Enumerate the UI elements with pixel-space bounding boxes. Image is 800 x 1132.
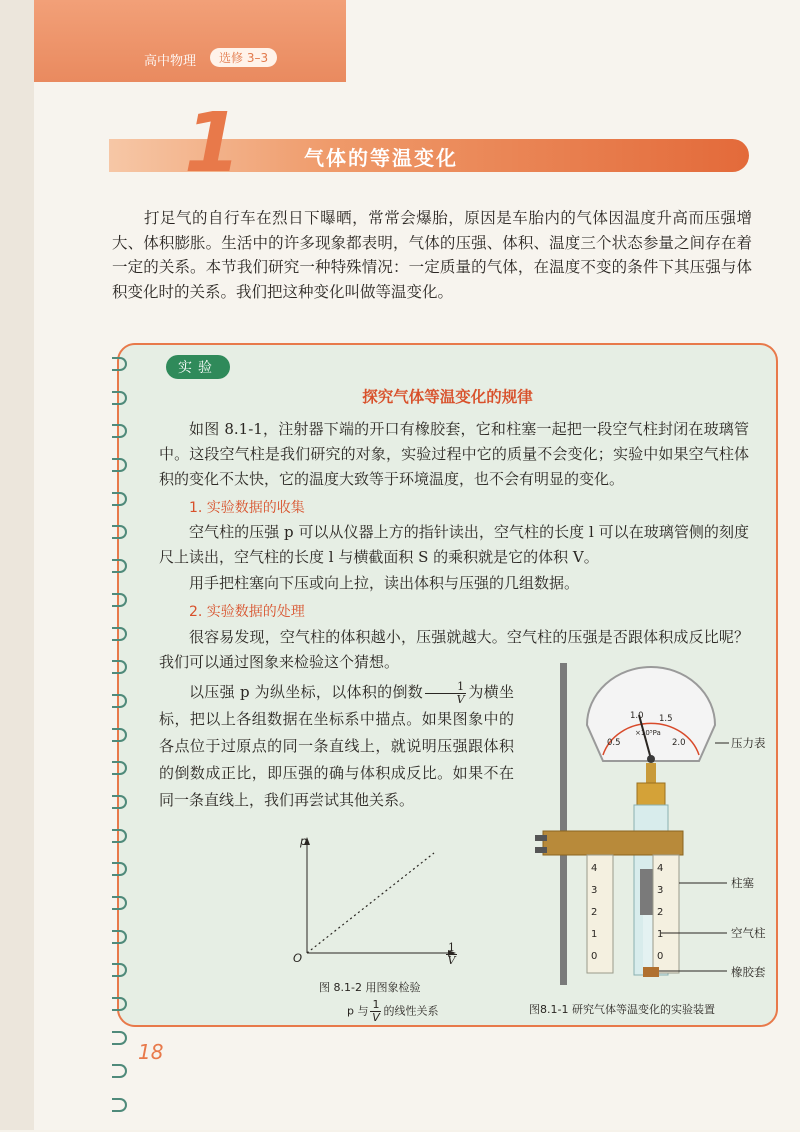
gauge-tick-1-5: 1.5: [659, 714, 673, 724]
caption-fraction: [370, 999, 381, 1024]
experiment-para-1: 如图 8.1-1，注射器下端的开口有橡胶套，它和柱塞一起把一段空气柱封闭在玻璃管中。这段空气柱是我们研究的对象，实验过程中它的质量不会变化；实验中如果空气柱体积的变化不太快，它的温度大致等于环境温度，也不会有明显的变化。: [159, 420, 749, 488]
section-title: 气体的等温变化: [304, 146, 458, 170]
graph-caption-line-1: 图 8.1-2 用图象检验: [319, 981, 421, 994]
binder-ring: [112, 1098, 127, 1112]
experiment-para-2: 空气柱的压强 p 可以从仪器上方的指针读出，空气柱的长度 l 可以在玻璃管侧的刻度尺上读出，空气柱的长度 l 与横截面积 S 的乘积就是它的体积 V。: [159, 523, 749, 566]
binder-ring: [112, 963, 127, 977]
binder-ring: [112, 829, 127, 843]
binder-ring: [112, 357, 127, 371]
proportional-line: [307, 853, 434, 953]
experiment-para-5: [159, 679, 514, 814]
page-header: [34, 0, 346, 82]
p-vs-inverse-v-graph: [274, 833, 464, 973]
page-number: 18: [138, 1040, 164, 1064]
graph-y-label: p: [300, 834, 308, 848]
binder-ring: [112, 492, 127, 506]
binder-rings: [112, 357, 132, 1132]
para5-text-a: 以压强 p 为纵坐标，以体积的倒数: [189, 683, 424, 701]
binder-ring: [112, 593, 127, 607]
binder-ring: [112, 728, 127, 742]
rubber-cap: [643, 967, 659, 977]
label-rubber-cap: 橡胶套: [731, 965, 766, 979]
label-air-column: 空气柱: [731, 926, 766, 940]
valve-block: [637, 783, 665, 805]
gauge-tick-0-5: 0.5: [607, 738, 621, 748]
x-label-numerator: 1: [448, 941, 455, 954]
caption-frac-den: V: [372, 1011, 380, 1024]
left-scale-tick: 4: [591, 863, 598, 874]
subheading-data-processing: 2. 实验数据的处理: [189, 604, 305, 620]
fraction-numerator: 1: [425, 681, 466, 694]
apparatus-caption: 图8.1-1 研究气体等温变化的实验装置: [529, 1003, 715, 1016]
binder-ring: [112, 1064, 127, 1078]
binder-ring: [112, 1031, 127, 1045]
clamp-screw-top: [535, 835, 547, 841]
clamp-screw-bottom: [535, 847, 547, 853]
label-pressure-gauge: 压力表: [731, 736, 766, 750]
course-title: 高中物理: [144, 54, 197, 69]
right-scale-tick: 3: [657, 885, 664, 896]
gauge-pivot: [647, 755, 655, 763]
experiment-apparatus: [529, 663, 769, 993]
module-badge: 选修 3–3: [210, 48, 277, 67]
clamp: [543, 831, 683, 855]
right-scale-tick: 4: [657, 863, 664, 874]
binder-ring: [112, 559, 127, 573]
textbook-page: [34, 0, 800, 1130]
binder-ring: [112, 424, 127, 438]
binder-ring: [112, 761, 127, 775]
graph-x-label: [446, 942, 457, 967]
experiment-para-3: 用手把柱塞向下压或向上拉，读出体积与压强的几组数据。: [189, 574, 580, 592]
right-scale-tick: 1: [657, 929, 664, 940]
experiment-para-4: 很容易发现，空气柱的体积越小，压强就越大。空气柱的压强是否跟体积成反比呢？我们可以通过图象来检验这个猜想。: [159, 628, 749, 671]
left-scale-tick: 3: [591, 885, 598, 896]
binder-ring: [112, 896, 127, 910]
gauge-unit: ×10⁵Pa: [635, 729, 661, 737]
inverse-volume-fraction: [425, 681, 466, 706]
x-label-denominator: V: [447, 954, 456, 967]
caption-text-b: 的线性关系: [383, 1004, 439, 1018]
binder-ring: [112, 930, 127, 944]
caption-text-a: p 与: [347, 1004, 369, 1018]
experiment-box: [117, 343, 778, 1027]
intro-paragraph: 打足气的自行车在烈日下曝晒，常常会爆胎，原因是车胎内的气体因温度升高而压强增大、体积膨胀。生活中的许多现象都表明，气体的压强、体积、温度三个状态参量之间存在着一定的关系。本节我们研究一种特殊情况：一定质量的气体，在温度不变的条件下其压强与体积变化时的关系。我们把这种变化叫做等温变化。: [112, 209, 752, 301]
label-piston: 柱塞: [731, 876, 754, 890]
binder-ring: [112, 997, 127, 1011]
left-scale-tick: 1: [591, 929, 598, 940]
binder-ring: [112, 627, 127, 641]
experiment-badge: 实验: [166, 355, 230, 379]
graph-caption-line-2: [347, 999, 438, 1024]
para5-text-b: 为横坐标，把以上各组数据在坐标系中描点。如果图象中的各点位于过原点的同一条直线上，就说明压强跟体积的倒数成正比，即压强的确与体积成反比。如果不在同一条直线上，我们再尝试其他关系。: [159, 683, 514, 809]
gauge-tick-1-0: 1.0: [630, 711, 644, 721]
binder-ring: [112, 862, 127, 876]
page-margin: [0, 0, 34, 1130]
binder-ring: [112, 660, 127, 674]
caption-frac-num: 1: [372, 998, 380, 1011]
gauge-stem: [646, 763, 656, 783]
section-number: 1: [184, 96, 240, 191]
fraction-denominator: V: [456, 692, 465, 706]
binder-ring: [112, 458, 127, 472]
experiment-title: 探究气体等温变化的规律: [362, 388, 533, 406]
left-scale-tick: 0: [591, 951, 598, 962]
graph-origin-label: O: [293, 951, 303, 965]
subheading-data-collection: 1. 实验数据的收集: [189, 500, 305, 516]
binder-ring: [112, 795, 127, 809]
right-scale-tick: 2: [657, 907, 664, 918]
right-scale-tick: 0: [657, 951, 664, 962]
binder-ring: [112, 525, 127, 539]
left-scale-tick: 2: [591, 907, 598, 918]
gauge-tick-2-0: 2.0: [672, 738, 686, 748]
binder-ring: [112, 694, 127, 708]
stand-rod: [560, 663, 567, 985]
